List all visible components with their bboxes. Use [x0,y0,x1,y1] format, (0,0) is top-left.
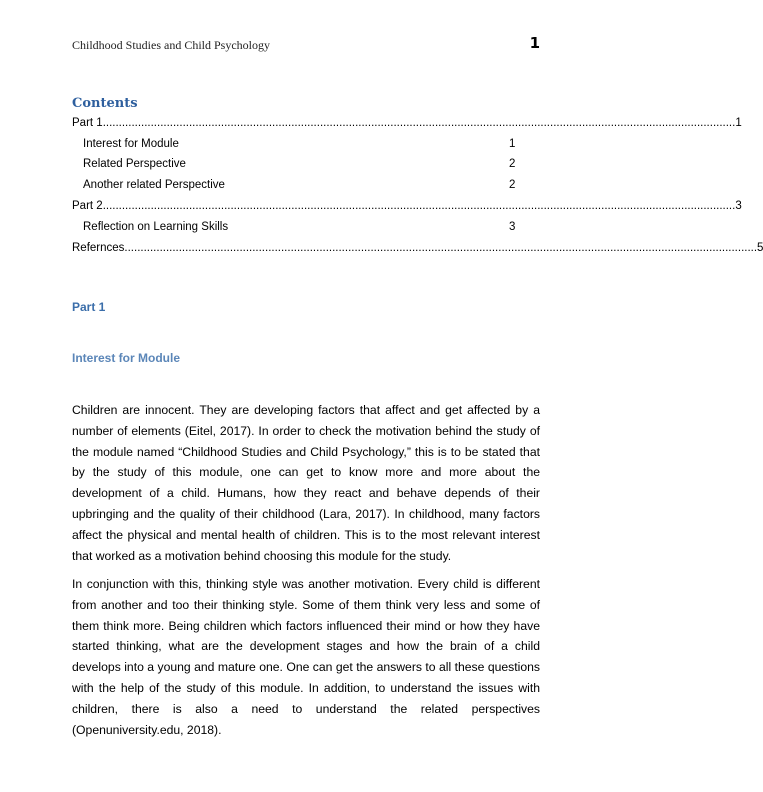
toc-entry-page: 1 [509,138,516,150]
toc-entry-page: 2 [509,179,516,191]
toc-heading: Contents [72,96,138,111]
toc-entry-page: 2 [509,158,516,170]
toc-entry-reflection-on-learning-skills[interactable] [72,219,540,235]
toc-entry-page: 3 [735,200,742,212]
body-paragraph: Children are innocent. They are developing factors that affect and get affected by a number of elements (Eitel, 2017). In order to check the motivation behind the study of the module named “Childhood Studies and Child Psychology,” this is to be stated that by the study of this module, one can get to know more and more about the development of a child. Humans, how they react and behave depends of their upbringing and the quality of their childhood (Lara, 2017). In childhood, many factors affect the physical and mental health of children. This is to the most relevant interest that worked as a motivation behind choosing this module for the study. [72,403,540,563]
toc-leader-dots: ...................................................................................................................................................................................................... [102,200,736,212]
toc-entry-interest-for-module[interactable] [72,136,540,152]
toc-entry-label: Related Perspective [83,158,186,170]
toc-entry-part-2[interactable] [72,198,742,214]
part-heading: Part 1 [72,300,106,314]
toc-entry-label: Another related Perspective [83,179,225,191]
toc-entry-references[interactable] [72,240,763,256]
toc-entry-page: 5 [757,242,763,254]
toc-entry-label: Reflection on Learning Skills [83,221,229,233]
toc-entry-related-perspective[interactable] [72,156,540,172]
toc-entry-part-1[interactable] [72,115,742,131]
toc-entry-another-related-perspective[interactable] [72,177,540,193]
toc-entry-label: Interest for Module [83,138,179,150]
toc-entry-page: 3 [509,221,516,233]
toc-leader-dots: ...................................................................................................................................................................................................... [124,242,758,254]
running-header-title: Childhood Studies and Child Psychology [72,38,271,52]
section-heading: Interest for Module [72,351,181,365]
toc-entry-label: Part 2 [72,200,103,212]
toc-leader-dots: ...................................................................................................................................................................................................... [102,117,736,129]
body-paragraph: In conjunction with this, thinking style was another motivation. Every child is different from another and too their thinking style. Some of them think very less and some of them think more. Being children which factors influenced their mind or how they have started thinking, what are the development stages and how the brain of a child develops into a young and mature one. One can get the answers to all these questions with the help of the study of this module. In addition, to understand the issues with children, there is also a need to understand the related perspectives (Openuniversity.edu, 2018). [72,577,540,737]
toc-entry-label: Refernces [72,242,125,254]
toc-entry-page: 1 [735,117,742,129]
toc-entry-label: Part 1 [72,117,103,129]
page-number: 1 [529,34,540,52]
